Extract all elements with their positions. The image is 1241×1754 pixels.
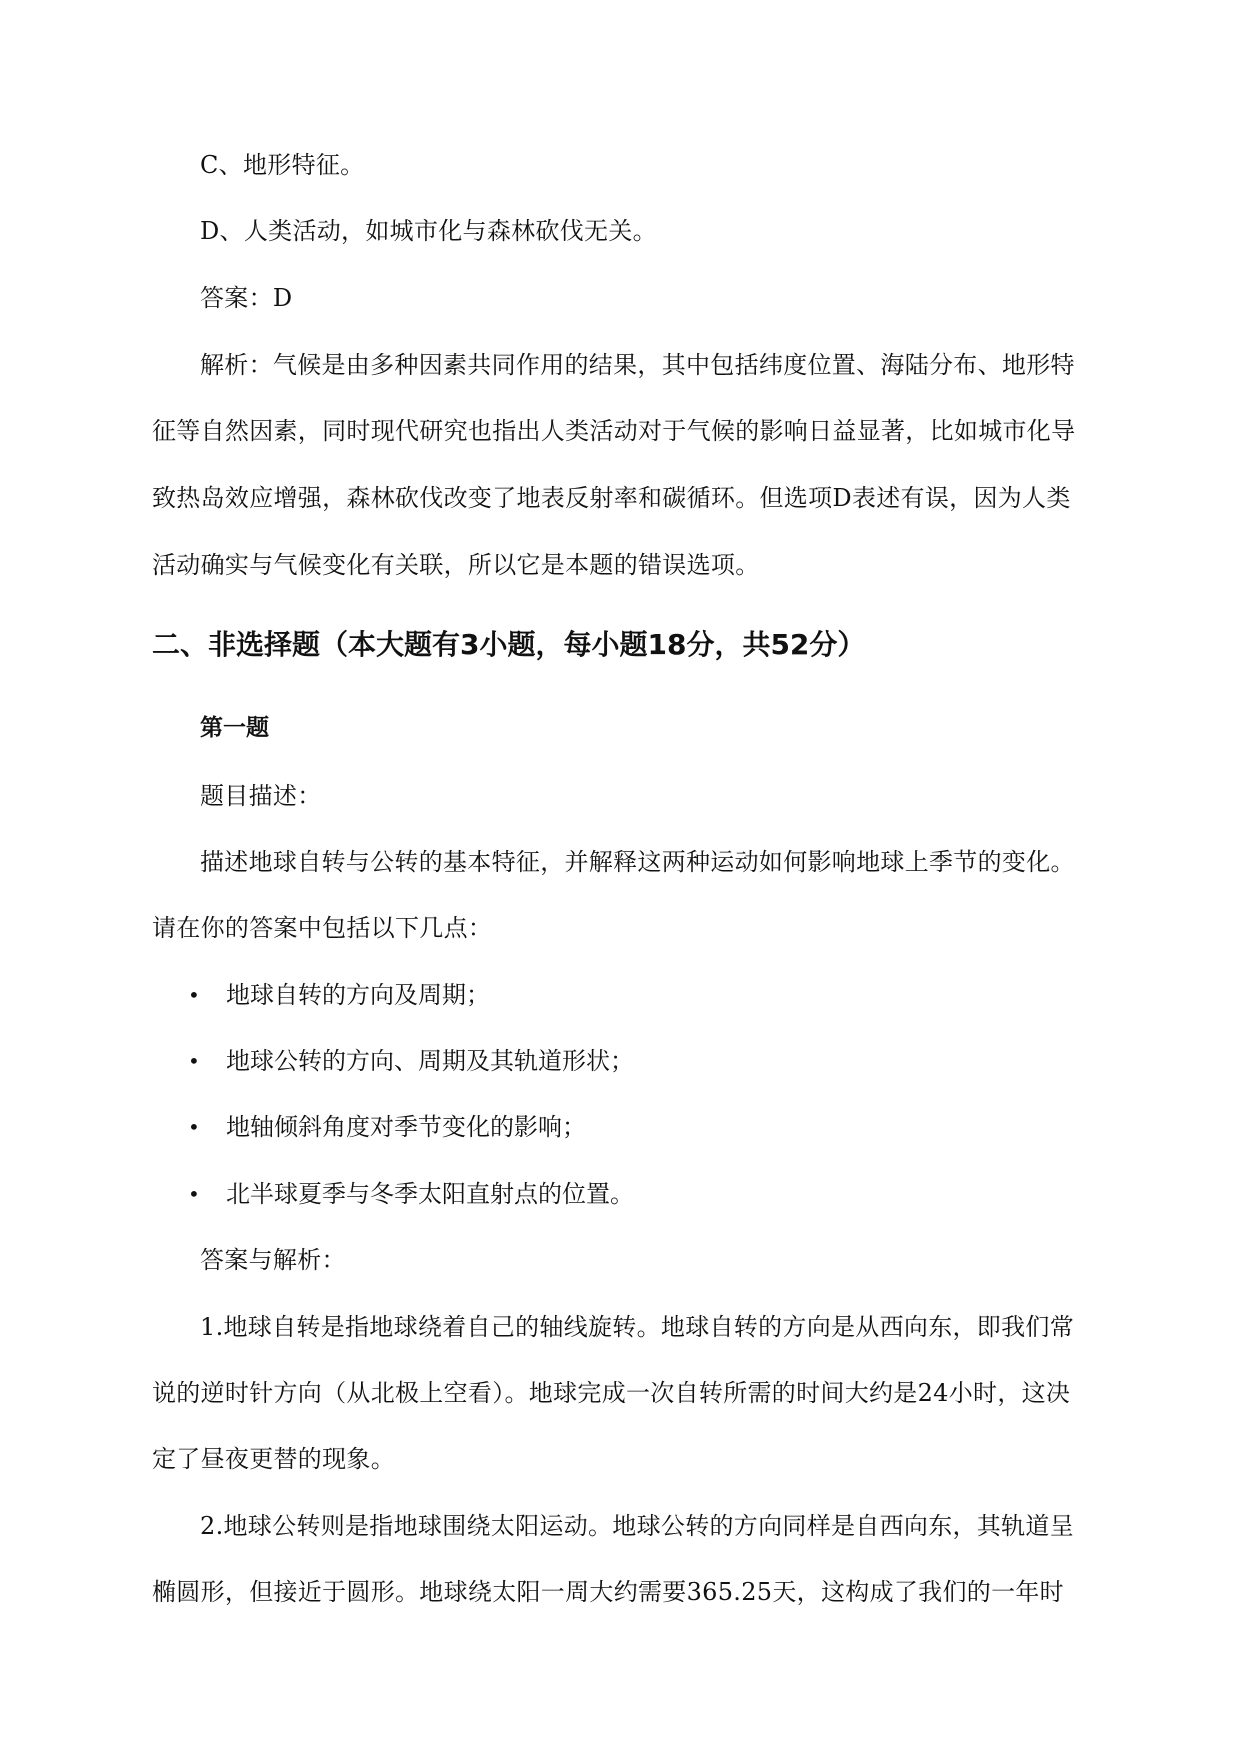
ans1-line-1: 1.地球自转是指地球绕着自己的轴线旋转。地球自转的方向是从西向东，即我们常 [200, 1313, 1074, 1341]
ans1-line-2: 说的逆时针方向（从北极上空看）。地球完成一次自转所需的时间大约是24小时，这决 [152, 1379, 1071, 1407]
bullet-dot: • [188, 1049, 200, 1073]
desc-line-2: 请在你的答案中包括以下几点： [152, 914, 493, 942]
analysis-line-3: 致热岛效应增强，森林砍伐改变了地表反射率和碳循环。但选项D表述有误，因为人类 [152, 484, 1071, 512]
section-heading: 二、非选择题（本大题有3小题，每小题18分，共52分） [152, 628, 866, 661]
bullet-item: 地轴倾斜角度对季节变化的影响； [226, 1113, 586, 1141]
option-c: C、地形特征。 [200, 151, 365, 179]
analysis-line-4: 活动确实与气候变化有关联，所以它是本题的错误选项。 [152, 551, 760, 579]
answer-label: 答案与解析： [200, 1246, 346, 1274]
answer-line: 答案：D [200, 284, 293, 312]
option-d: D、人类活动，如城市化与森林砍伐无关。 [200, 217, 657, 245]
ans2-line-2: 椭圆形，但接近于圆形。地球绕太阳一周大约需要365.25天，这构成了我们的一年时 [152, 1578, 1064, 1606]
ans1-line-3: 定了昼夜更替的现象。 [152, 1445, 395, 1473]
desc-label: 题目描述： [200, 782, 322, 810]
bullet-dot: • [188, 1182, 200, 1206]
analysis-line-1: 解析：气候是由多种因素共同作用的结果，其中包括纬度位置、海陆分布、地形特 [200, 351, 1075, 379]
analysis-line-2: 征等自然因素，同时现代研究也指出人类活动对于气候的影响日益显著，比如城市化导 [152, 417, 1076, 445]
desc-line-1: 描述地球自转与公转的基本特征，并解释这两种运动如何影响地球上季节的变化。 [200, 848, 1075, 876]
question-title: 第一题 [200, 715, 269, 741]
bullet-dot: • [188, 1115, 200, 1139]
bullet-item: 地球自转的方向及周期； [226, 981, 490, 1009]
bullet-item: 地球公转的方向、周期及其轨道形状； [226, 1047, 634, 1075]
bullet-item: 北半球夏季与冬季太阳直射点的位置。 [226, 1180, 634, 1208]
bullet-dot: • [188, 983, 200, 1007]
ans2-line-1: 2.地球公转则是指地球围绕太阳运动。地球公转的方向同样是自西向东，其轨道呈 [200, 1512, 1074, 1540]
